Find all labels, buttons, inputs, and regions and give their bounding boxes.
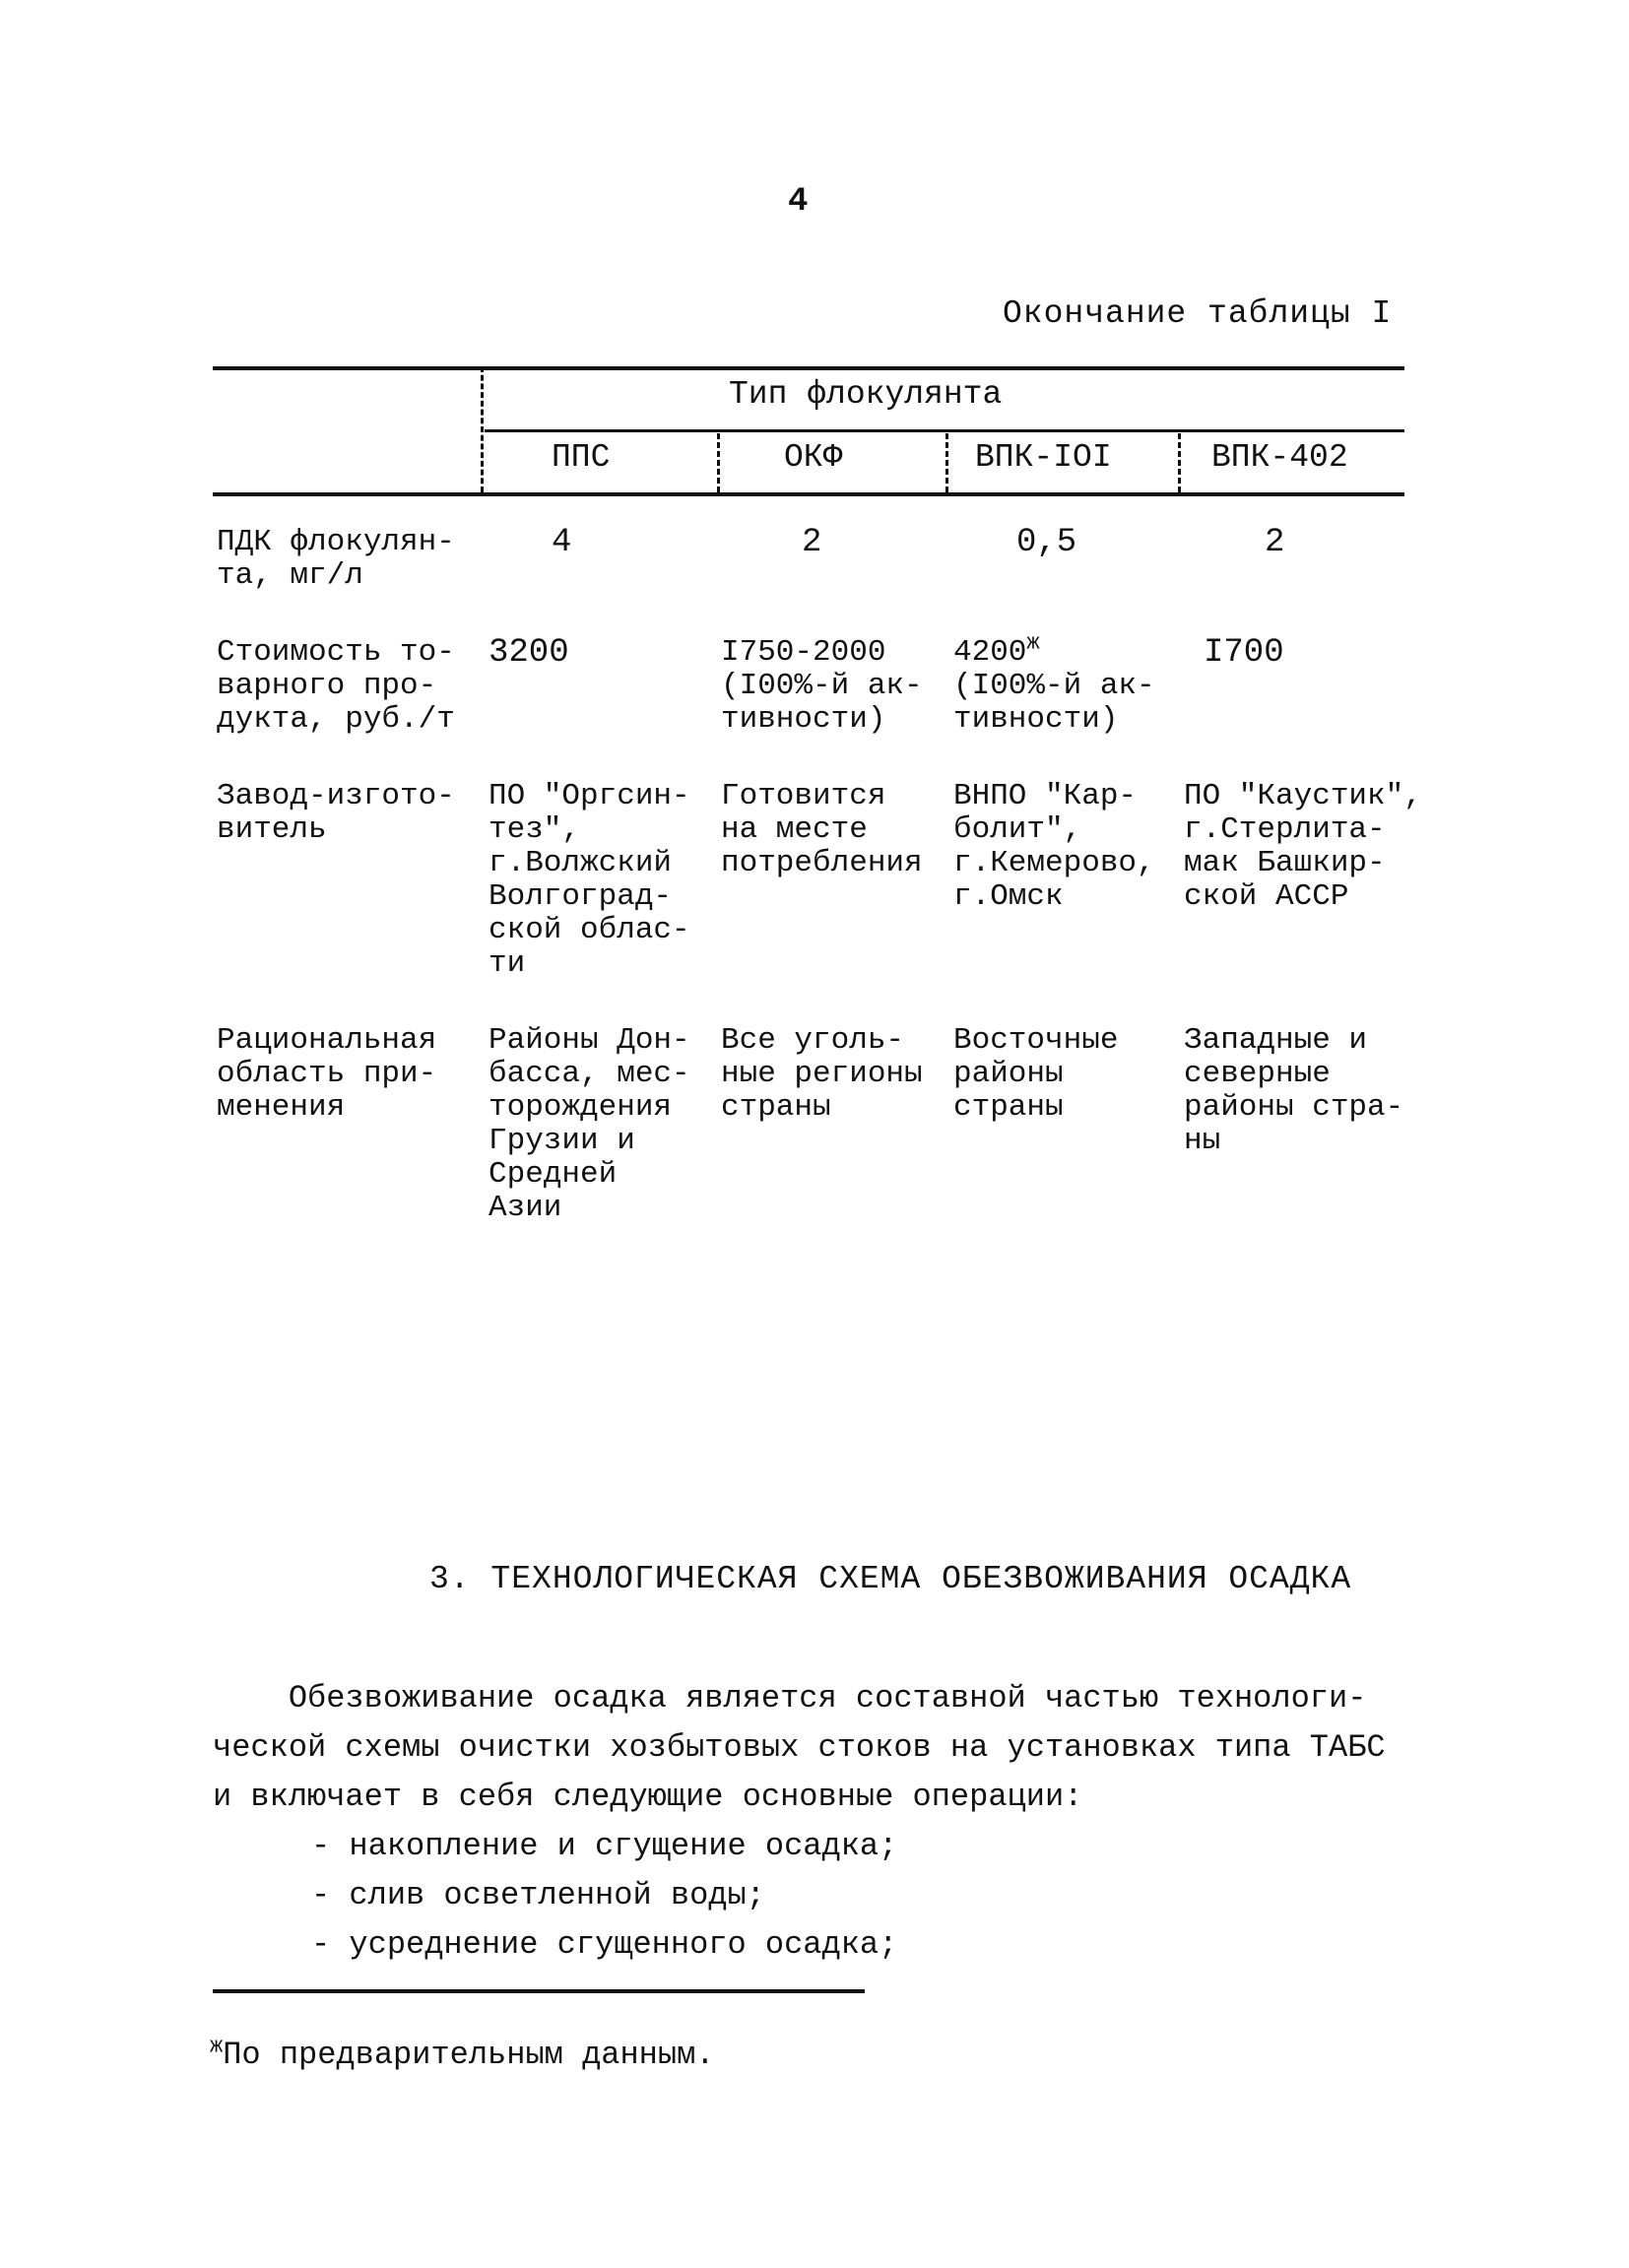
table-cell: ПО "Каустик", г.Стерлита- мак Башкир- ской АССР bbox=[1184, 779, 1422, 914]
table-cell: I700 bbox=[1204, 634, 1284, 672]
list-item: - накопление и сгущение осадка; bbox=[311, 1828, 898, 1864]
table-cell: 0,5 bbox=[1016, 524, 1077, 561]
section-title: 3. ТЕХНОЛОГИЧЕСКАЯ СХЕМА ОБЕЗВОЖИВАНИЯ ОСАДКА bbox=[429, 1561, 1352, 1597]
table-cell-value: 4200 bbox=[953, 635, 1027, 670]
table-cell: ПО "Оргсин- тез", г.Волжский Волгоград- ской облас- ти bbox=[489, 779, 690, 981]
group-header: Тип флокулянта bbox=[729, 376, 1003, 413]
footnote-marker: ж bbox=[210, 2034, 224, 2059]
header-divider bbox=[1178, 433, 1181, 492]
footnote-text: По предварительным данным. bbox=[223, 2037, 715, 2073]
table-caption: Окончание таблицы I bbox=[1003, 295, 1393, 332]
paragraph-line: ческой схемы очистки хозбытовых стоков на установках типа ТАБС bbox=[213, 1729, 1386, 1766]
column-header: ВПК-IOI bbox=[975, 439, 1112, 476]
table-top-rule bbox=[213, 366, 1404, 370]
header-divider bbox=[945, 433, 948, 492]
table-cell: Все уголь- ные регионы страны bbox=[721, 1023, 923, 1125]
row-label: Завод-изгото- витель bbox=[217, 779, 455, 847]
table-cell: Западные и северные районы стра- ны bbox=[1184, 1023, 1404, 1158]
table-group-rule bbox=[485, 429, 1404, 432]
header-divider bbox=[717, 433, 720, 492]
footnote bbox=[210, 2034, 715, 2073]
table-cell: Восточные районы страны bbox=[953, 1023, 1119, 1125]
column-header: ВПК-402 bbox=[1211, 439, 1348, 476]
column-header: ОКФ bbox=[784, 439, 843, 476]
table-cell-note: (I00%-й ак- тивности) bbox=[953, 669, 1155, 737]
header-divider bbox=[481, 366, 484, 492]
list-item: - слив осветленной воды; bbox=[311, 1877, 765, 1913]
table-cell: 3200 bbox=[489, 634, 569, 672]
list-item: - усреднение сгущенного осадка; bbox=[311, 1926, 898, 1963]
table-cell: Готовится на месте потребления bbox=[721, 779, 923, 880]
table-cell bbox=[953, 630, 1155, 737]
row-label: Рациональная область при- менения bbox=[217, 1023, 437, 1125]
table-cell: 4 bbox=[552, 524, 572, 561]
row-label: ПДК флокулян- та, мг/л bbox=[217, 525, 455, 593]
row-label: Стоимость то- варного про- дукта, руб./т bbox=[217, 635, 455, 737]
table-cell: 2 bbox=[802, 524, 822, 561]
paragraph-line: и включает в себя следующие основные операции: bbox=[213, 1779, 1083, 1815]
table-cell: I750-2000 (I00%-й ак- тивности) bbox=[721, 635, 923, 737]
footnote-rule bbox=[213, 1989, 865, 1993]
table-cell: 2 bbox=[1265, 524, 1285, 561]
footnote-marker: ж bbox=[1026, 630, 1040, 656]
table-cell: ВНПО "Кар- болит", г.Кемерово, г.Омск bbox=[953, 779, 1155, 914]
paragraph-line: Обезвоживание осадка является составной частью технологи- bbox=[213, 1680, 1367, 1717]
column-header: ППС bbox=[552, 439, 611, 476]
table-header-bottom-rule bbox=[213, 492, 1404, 496]
page-number: 4 bbox=[788, 183, 809, 221]
table-cell: Районы Дон- басса, мес- торождения Грузии и Средней Азии bbox=[489, 1023, 690, 1225]
